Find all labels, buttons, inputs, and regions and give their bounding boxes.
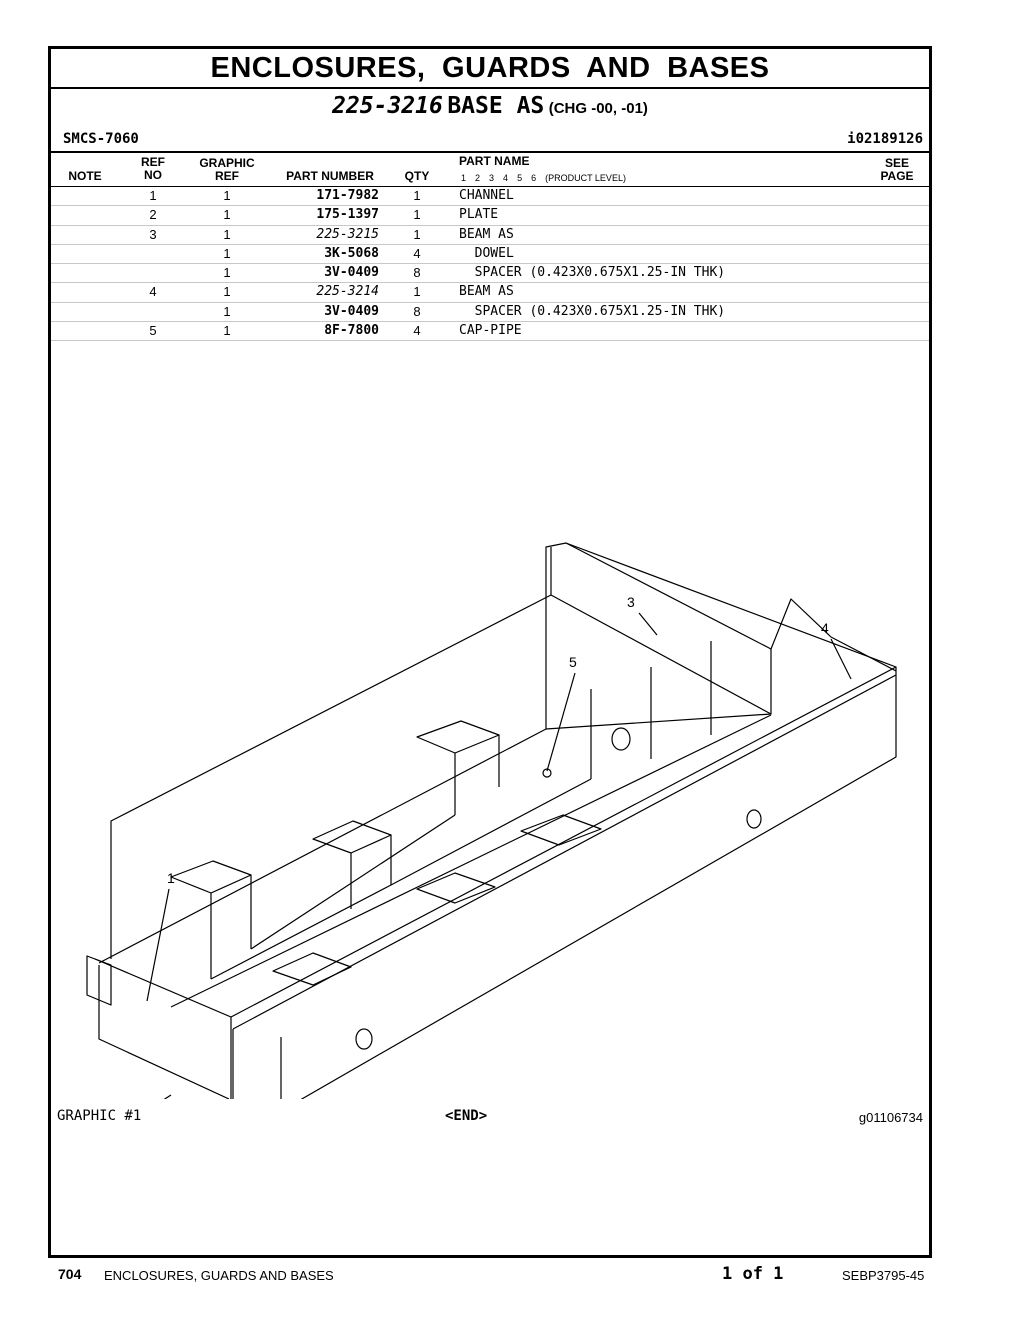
table-row [51,303,929,322]
part-number-cell: 8F-7800 [324,323,379,339]
end-marker: <END> [445,1108,488,1124]
drawing-pad-2 [273,953,351,985]
qty-cell: 4 [413,245,421,261]
footer-page-of: 1 of 1 [722,1264,784,1284]
table-row [51,264,929,283]
drawing-ribs [591,641,711,779]
drawing-front-channel-top [231,667,896,1029]
drawing-back-channel-web [546,543,771,729]
callout-leader-5 [547,673,575,771]
parts-table [51,187,929,341]
base-assembly-drawing [51,539,935,1099]
col-note: NOTE [68,169,102,183]
drawing-hole-2 [356,1029,372,1049]
callout-leader-2 [143,1095,171,1099]
qty-cell: 8 [413,265,421,281]
callout-leader-1 [147,889,169,1001]
drawing-end-plate-face [99,965,229,1099]
table-row [51,322,929,341]
col-part-name: PART NAME [459,154,530,168]
drawing-back-beam-top [566,543,896,667]
part-number-cell: 225-3214 [316,284,379,300]
graphic-ref-cell: 1 [223,265,231,281]
ref-no-cell: 4 [149,284,157,300]
drawing-cross-members [211,779,591,979]
part-name-cell: SPACER (0.423X0.675X1.25-IN THK) [459,303,726,319]
part-number-cell: 225-3215 [316,226,379,242]
callout-leader-3 [639,613,657,635]
footer-doc-id: SEBP3795-45 [842,1268,925,1283]
graphic-label: GRAPHIC #1 [57,1108,142,1124]
group-heading [51,93,929,119]
part-number-cell: 171-7982 [316,188,379,203]
drawing-hole-1 [612,728,630,750]
drawing-back-channel-top [99,595,771,963]
col-see-page: SEE PAGE [880,156,914,183]
graphic-ref-cell: 1 [223,284,231,300]
callout-1: 1 [167,870,175,886]
callout-4: 4 [821,620,829,636]
callout-leader-4 [831,639,851,679]
col-graphic-ref: GRAPHIC REF [199,156,255,183]
callout-3: 3 [627,594,635,610]
part-name-cell: PLATE [459,207,499,223]
graphic-ref-cell: 1 [223,188,231,203]
header-divider [51,151,929,153]
group-part-number: 225-3216 [332,93,443,119]
col-qty: QTY [404,169,430,183]
info-id: i02189126 [847,131,923,147]
graphic-ref-cell: 1 [223,303,231,319]
part-name-cell: DOWEL [459,245,514,261]
part-number-cell: 3K-5068 [324,245,379,261]
smcs-code: SMCS-7060 [63,131,139,147]
graphic-ref-cell: 1 [223,207,231,223]
part-name-cell: BEAM AS [459,284,514,300]
graphic-ref-cell: 1 [223,226,231,242]
part-number-cell: 175-1397 [316,207,379,223]
drawing-pad-3-post [351,835,391,909]
part-number-cell: 3V-0409 [324,303,379,319]
drawing-pad-3 [313,821,391,853]
table-row [51,206,929,225]
graphic-ref-cell: 1 [223,245,231,261]
qty-cell: 8 [413,303,421,319]
drawing-pad-1 [171,861,251,893]
graphic-id: g01106734 [858,1110,923,1125]
part-name-cell: BEAM AS [459,226,514,242]
ref-no-cell: 3 [149,226,157,242]
footer-page-number: 704 [58,1266,82,1282]
part-name-cell: SPACER (0.423X0.675X1.25-IN THK) [459,265,726,281]
drawing-front-channel-web [233,675,896,1099]
ref-no-cell: 5 [149,323,157,339]
drawing-pad-5-post [455,735,499,815]
qty-cell: 1 [413,188,421,203]
drawing-pad-5 [417,721,499,753]
ref-no-cell: 2 [149,207,157,223]
table-row [51,245,929,264]
table-row [51,187,929,206]
qty-cell: 4 [413,323,421,339]
ref-no-cell: 1 [149,188,157,203]
page-frame [48,46,932,1258]
col-part-number: PART NUMBER [286,169,374,183]
callout-5: 5 [569,654,577,670]
drawing-end-plate-top [95,959,231,1099]
drawing-hole-3 [747,810,761,828]
drawing-pad-6 [521,815,601,845]
section-title: ENCLOSURES, GUARDS AND BASES [51,49,929,89]
group-change: (CHG -00, -01) [548,100,648,117]
table-row [51,283,929,302]
col-ref-no: REF NO [141,155,165,182]
drawing-bottom-plate-edge [171,715,771,1007]
part-number-cell: 3V-0409 [324,265,379,281]
qty-cell: 1 [413,207,421,223]
product-level-legend: 1 2 3 4 5 6 (PRODUCT LEVEL) [461,173,626,183]
group-name: BASE AS [447,93,545,119]
part-name-cell: CHANNEL [459,188,514,203]
qty-cell: 1 [413,284,421,300]
qty-cell: 1 [413,226,421,242]
footer-section: ENCLOSURES, GUARDS AND BASES [104,1268,334,1283]
graphic-ref-cell: 1 [223,323,231,339]
part-name-cell: CAP-PIPE [459,323,522,339]
table-row [51,226,929,245]
